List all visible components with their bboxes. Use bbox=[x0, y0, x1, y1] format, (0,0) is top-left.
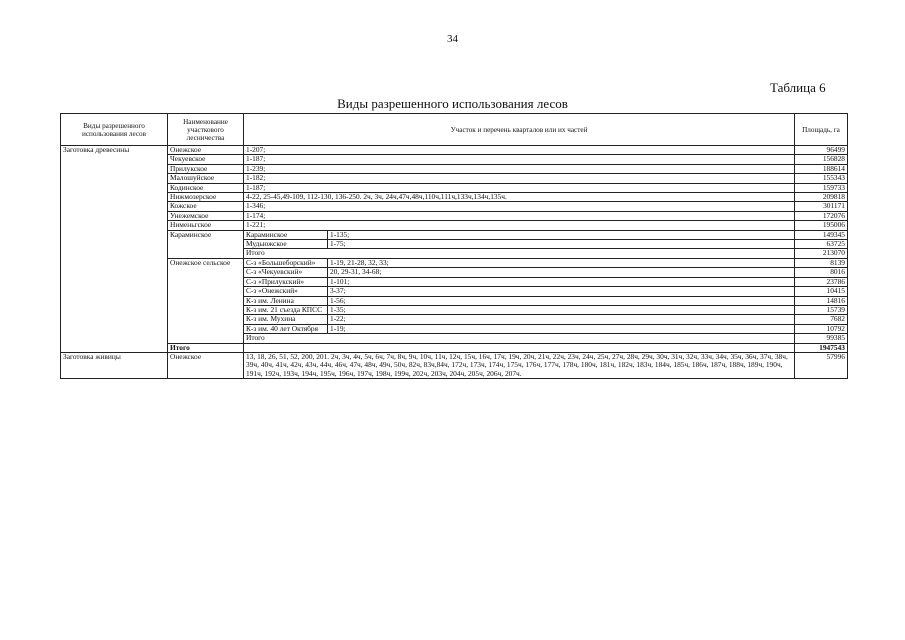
subtotal-area: 99385 bbox=[795, 334, 848, 343]
grand-total-label: Итого bbox=[168, 343, 244, 352]
forestry-cell: Нименьгское bbox=[168, 221, 244, 230]
header-forestry: Наименование участкового лесничества bbox=[168, 114, 244, 146]
quarters-cell: 1-221; bbox=[244, 221, 795, 230]
wood-section bbox=[61, 146, 848, 353]
forestry-cell: Онежское bbox=[168, 352, 244, 378]
forestry-cell: Малошуйское bbox=[168, 174, 244, 183]
area-cell: 155343 bbox=[795, 174, 848, 183]
area-cell: 96499 bbox=[795, 146, 848, 155]
table-label: Таблица 6 bbox=[770, 80, 826, 95]
plot-cell: С-з «Онежский» bbox=[244, 287, 328, 296]
plot-cell: К-з им. 40 лет Октября bbox=[244, 324, 328, 333]
area-cell: 188614 bbox=[795, 164, 848, 173]
plot-cell: С-з «Прилукский» bbox=[244, 277, 328, 286]
use-type-cell: Заготовка живицы bbox=[61, 352, 168, 378]
table-row bbox=[61, 164, 848, 173]
land-use-table bbox=[60, 113, 848, 379]
area-cell: 159733 bbox=[795, 183, 848, 192]
quarters-cell: 1-35; bbox=[328, 305, 795, 314]
plot-cell: К-з им. Мухина bbox=[244, 315, 328, 324]
table-row bbox=[61, 202, 848, 211]
area-cell: 15739 bbox=[795, 305, 848, 314]
quarters-cell: 1-187; bbox=[244, 183, 795, 192]
forestry-cell: Чекуевское bbox=[168, 155, 244, 164]
quarters-cell: 1-346; bbox=[244, 202, 795, 211]
forestry-cell: Кодинское bbox=[168, 183, 244, 192]
table-row bbox=[61, 174, 848, 183]
plot-cell: С-з «Большеборский» bbox=[244, 258, 328, 267]
header-area: Площадь, га bbox=[795, 114, 848, 146]
area-cell: 8139 bbox=[795, 258, 848, 267]
page-number: 34 bbox=[447, 33, 458, 45]
area-cell: 156828 bbox=[795, 155, 848, 164]
quarters-cell: 20, 29-31, 34-68; bbox=[328, 268, 795, 277]
quarters-cell: 1-75; bbox=[328, 240, 795, 249]
forestry-cell: Прилукское bbox=[168, 164, 244, 173]
table-title: Виды разрешенного использования лесов bbox=[337, 96, 568, 111]
quarters-cell: 1-174; bbox=[244, 211, 795, 220]
resin-section bbox=[61, 352, 848, 378]
forestry-cell: Кожское bbox=[168, 202, 244, 211]
table-row bbox=[61, 193, 848, 202]
quarters-cell: 1-19; bbox=[328, 324, 795, 333]
table-row bbox=[61, 146, 848, 155]
quarters-cell: 1-207; bbox=[244, 146, 795, 155]
area-cell: 10415 bbox=[795, 287, 848, 296]
area-cell: 209818 bbox=[795, 193, 848, 202]
area-cell: 7682 bbox=[795, 315, 848, 324]
header-quarters: Участок и перечень кварталов или их частей bbox=[244, 114, 795, 146]
plot-cell: К-з им. 21 съезда КПСС bbox=[244, 305, 328, 314]
quarters-cell: 3-37; bbox=[328, 287, 795, 296]
quarters-cell: 1-182; bbox=[244, 174, 795, 183]
forestry-cell: Унежемское bbox=[168, 211, 244, 220]
header-use-type: Виды разрешенного использования лесов bbox=[61, 114, 168, 146]
forestry-cell: Онежское сельское bbox=[168, 258, 244, 343]
table-row bbox=[61, 211, 848, 220]
subtotal-label: Итого bbox=[244, 334, 795, 343]
grand-total-row bbox=[61, 343, 848, 352]
quarters-cell: 1-135; bbox=[328, 230, 795, 239]
quarters-cell: 13, 18, 26, 51, 52, 200, 201. 2ч, 3ч, 4ч, 5ч, 6ч, 7ч, 8ч, 9ч, 10ч, 11ч, 12ч, 15ч, 16ч, 17ч, 19ч, 20ч, 21ч, 22ч, 23ч, 24ч, 25ч, 27ч, 28ч, 29ч, 30ч, 31ч, 32ч, 33ч, 34ч, 35ч, 36ч, 37ч, 38ч, 39ч, 40ч, 41ч, 42ч, 43ч, 44ч, 46ч, 47ч, 48ч, 49ч, 50ч, 82ч, 83ч,84ч, 172ч, 173ч, 174ч, 175ч, 176ч, 177ч, 178ч, 180ч, 181ч, 182ч, 183ч, 184ч, 185ч, 186ч, 187ч, 188ч, 189ч, 190ч, 191ч, 192ч, 193ч, 194ч, 195ч, 196ч, 197ч, 198ч, 199ч, 202ч, 203ч, 204ч, 205ч, 206ч, 207ч. bbox=[244, 352, 795, 378]
area-cell: 10792 bbox=[795, 324, 848, 333]
plot-cell: Мудьюжское bbox=[244, 240, 328, 249]
area-cell: 14816 bbox=[795, 296, 848, 305]
quarters-cell: 1-19, 21-28, 32, 33; bbox=[328, 258, 795, 267]
area-cell: 195006 bbox=[795, 221, 848, 230]
use-type-cell: Заготовка древесины bbox=[61, 146, 168, 353]
forestry-cell: Онежское bbox=[168, 146, 244, 155]
table-row bbox=[61, 352, 848, 378]
subtotal-label: Итого bbox=[244, 249, 795, 258]
quarters-cell: 1-101; bbox=[328, 277, 795, 286]
quarters-cell: 1-239; bbox=[244, 164, 795, 173]
area-cell: 149345 bbox=[795, 230, 848, 239]
grand-total-area: 1947543 bbox=[795, 343, 848, 352]
area-cell: 57996 bbox=[795, 352, 848, 378]
table-row bbox=[61, 183, 848, 192]
table-header-row bbox=[61, 114, 848, 146]
empty-cell bbox=[244, 343, 795, 352]
area-cell: 8016 bbox=[795, 268, 848, 277]
table-row bbox=[61, 155, 848, 164]
quarters-cell: 1-187; bbox=[244, 155, 795, 164]
quarters-cell: 1-56; bbox=[328, 296, 795, 305]
forestry-cell: Нижмозерское bbox=[168, 193, 244, 202]
table-row bbox=[61, 230, 848, 239]
area-cell: 172076 bbox=[795, 211, 848, 220]
quarters-cell: 1-22; bbox=[328, 315, 795, 324]
table-row bbox=[61, 221, 848, 230]
area-cell: 23786 bbox=[795, 277, 848, 286]
quarters-cell: 4-22, 25-45,49-109, 112-130, 136-250. 2ч, 3ч, 24ч,47ч,48ч,110ч,111ч,133ч,134ч,135ч. bbox=[244, 193, 795, 202]
area-cell: 301171 bbox=[795, 202, 848, 211]
subtotal-area: 213070 bbox=[795, 249, 848, 258]
area-cell: 63725 bbox=[795, 240, 848, 249]
plot-cell: Караминское bbox=[244, 230, 328, 239]
plot-cell: С-з «Чекуевский» bbox=[244, 268, 328, 277]
forestry-cell: Караминское bbox=[168, 230, 244, 258]
table-row bbox=[61, 258, 848, 267]
plot-cell: К-з им. Ленина bbox=[244, 296, 328, 305]
